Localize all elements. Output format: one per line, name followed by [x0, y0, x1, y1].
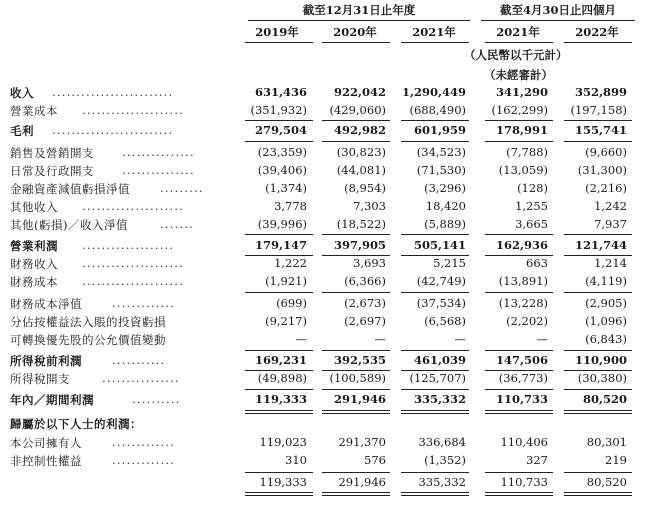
year-header: 2022年 — [575, 25, 619, 39]
value-cell: (44,081) — [336, 163, 386, 177]
dot-leader: ............. — [112, 435, 176, 449]
single-rule — [401, 292, 469, 293]
value-cell: (2,905) — [585, 296, 627, 310]
value-cell: (30,380) — [577, 371, 627, 385]
single-rule — [322, 472, 390, 473]
value-cell: (2,216) — [585, 181, 627, 195]
value-cell: (1,352) — [424, 453, 466, 467]
value-cell: (2,202) — [506, 314, 548, 328]
table-row — [0, 314, 648, 331]
value-cell: 291,370 — [338, 435, 386, 449]
double-rule — [245, 410, 313, 414]
value-cell: 352,899 — [574, 85, 627, 99]
single-rule — [485, 472, 553, 473]
single-rule — [401, 255, 469, 256]
dot-leader: ......................... — [52, 123, 174, 137]
value-cell: 110,733 — [495, 392, 548, 406]
value-cell: — — [454, 332, 466, 346]
value-cell: 3,693 — [353, 256, 386, 270]
value-cell: 110,733 — [500, 475, 548, 489]
table-row — [0, 371, 648, 388]
single-rule — [322, 389, 390, 390]
single-rule — [485, 255, 553, 256]
table-row — [0, 238, 648, 255]
table-row — [0, 256, 648, 273]
value-cell: 7,303 — [353, 199, 386, 213]
value-cell: 601,959 — [413, 123, 466, 137]
row-label: 所得稅開支 — [10, 372, 70, 386]
value-cell: (18,522) — [336, 217, 386, 231]
single-rule — [401, 120, 469, 121]
dot-leader: .......... — [132, 392, 181, 406]
value-cell: 327 — [526, 453, 548, 467]
table-row — [0, 145, 648, 162]
value-cell: 492,982 — [333, 123, 386, 137]
year-header: 2021年 — [412, 25, 456, 39]
single-rule — [245, 255, 313, 256]
value-cell: 5,215 — [433, 256, 466, 270]
table-row — [0, 199, 648, 216]
single-rule — [401, 141, 469, 142]
dot-leader: ..................... — [82, 103, 184, 117]
value-cell: 631,436 — [254, 85, 307, 99]
year-underline — [564, 42, 632, 43]
value-cell: (13,228) — [498, 296, 548, 310]
value-cell: (125,707) — [409, 371, 466, 385]
single-rule — [245, 141, 313, 142]
single-rule — [401, 350, 469, 351]
year-underline — [322, 42, 390, 43]
table-row — [0, 435, 648, 452]
dot-leader: ....... — [160, 217, 194, 231]
value-cell: 80,301 — [586, 435, 627, 449]
single-rule — [485, 120, 553, 121]
row-label: 所得稅前利潤 — [10, 354, 82, 368]
row-label: 可轉換優先股的公允價值變動 — [10, 333, 166, 347]
value-cell: — — [374, 332, 386, 346]
value-cell: (429,060) — [329, 103, 386, 117]
single-rule — [564, 472, 632, 473]
value-cell: 178,991 — [495, 123, 548, 137]
row-label: 財務成本 — [10, 275, 58, 289]
single-rule — [485, 141, 553, 142]
value-cell: 335,332 — [418, 475, 466, 489]
single-rule — [401, 370, 469, 371]
value-cell: — — [295, 332, 307, 346]
double-rule — [485, 410, 553, 414]
currency-unit-note: （人民幣以千元計） — [464, 48, 568, 62]
value-cell: 335,332 — [413, 392, 466, 406]
group-header-four-months: 截至4月30日止四個月 — [499, 3, 616, 17]
single-rule — [564, 234, 632, 235]
value-cell: 3,778 — [274, 199, 307, 213]
value-cell: (6,366) — [344, 274, 386, 288]
row-label: 收入 — [10, 86, 34, 100]
dot-leader: ............... — [122, 163, 195, 177]
value-cell: (34,523) — [416, 145, 466, 159]
table-row — [0, 274, 648, 291]
double-rule — [322, 410, 390, 414]
value-cell: 291,946 — [338, 475, 386, 489]
value-cell: 397,905 — [333, 238, 386, 252]
single-rule — [322, 292, 390, 293]
table-row — [0, 392, 648, 409]
value-cell: 1,242 — [594, 199, 627, 213]
dot-leader: ........... — [112, 353, 166, 367]
single-rule — [322, 350, 390, 351]
value-cell: 392,535 — [333, 353, 386, 367]
year-header: 2019年 — [255, 25, 299, 39]
single-rule — [245, 370, 313, 371]
value-cell: 663 — [526, 256, 548, 270]
value-cell: 291,946 — [333, 392, 386, 406]
single-rule — [322, 141, 390, 142]
value-cell: 110,900 — [574, 353, 627, 367]
value-cell: (39,996) — [257, 217, 307, 231]
value-cell: (30,823) — [336, 145, 386, 159]
table-row — [0, 217, 648, 234]
value-cell: (1,374) — [265, 181, 307, 195]
single-rule — [322, 234, 390, 235]
year-header: 2021年 — [496, 25, 540, 39]
value-cell: (37,534) — [416, 296, 466, 310]
group-header-fiscal-year: 截至12月31日止年度 — [302, 3, 416, 17]
single-rule — [564, 141, 632, 142]
value-cell: 3,665 — [515, 217, 548, 231]
value-cell: 1,222 — [274, 256, 307, 270]
value-cell: (197,158) — [570, 103, 627, 117]
single-rule — [485, 292, 553, 293]
dot-leader: ............. — [112, 296, 176, 310]
value-cell: (6,568) — [424, 314, 466, 328]
value-cell: (688,490) — [409, 103, 466, 117]
value-cell: (1,921) — [265, 274, 307, 288]
row-label: 營業成本 — [10, 104, 58, 118]
group-underline-fiscal-year — [248, 20, 470, 21]
value-cell: (49,898) — [257, 371, 307, 385]
value-cell: (13,891) — [498, 274, 548, 288]
year-header: 2020年 — [333, 25, 377, 39]
table-row — [0, 296, 648, 313]
value-cell: 147,506 — [495, 353, 548, 367]
value-cell: (31,300) — [577, 163, 627, 177]
table-row — [0, 416, 648, 433]
row-label: 其他(虧損)／收入淨值 — [10, 218, 128, 232]
single-rule — [245, 472, 313, 473]
year-underline — [485, 42, 553, 43]
value-cell: (13,059) — [498, 163, 548, 177]
value-cell: (4,119) — [585, 274, 627, 288]
single-rule — [245, 350, 313, 351]
value-cell: 279,504 — [254, 123, 307, 137]
table-row — [0, 85, 648, 102]
value-cell: (9,660) — [585, 145, 627, 159]
single-rule — [322, 255, 390, 256]
value-cell: (351,932) — [250, 103, 307, 117]
single-rule — [564, 120, 632, 121]
value-cell: 179,147 — [254, 238, 307, 252]
value-cell: (71,530) — [416, 163, 466, 177]
row-label: 歸屬於以下人士的利潤： — [10, 417, 142, 431]
row-label: 財務成本淨值 — [10, 297, 82, 311]
value-cell: 119,333 — [254, 392, 307, 406]
table-row — [0, 103, 648, 120]
dot-leader: ..................... — [82, 256, 184, 270]
row-label: 營業利潤 — [10, 239, 58, 253]
row-label: 年內／期間利潤 — [10, 393, 94, 407]
dot-leader: ................ — [102, 371, 180, 385]
single-rule — [401, 472, 469, 473]
value-cell: 110,406 — [500, 435, 548, 449]
row-label: 本公司擁有人 — [10, 436, 82, 450]
double-rule — [322, 492, 390, 496]
value-cell: (7,788) — [506, 145, 548, 159]
table-row — [0, 475, 648, 492]
double-rule — [401, 410, 469, 414]
value-cell: (5,889) — [424, 217, 466, 231]
value-cell: 505,141 — [413, 238, 466, 252]
value-cell: 922,042 — [333, 85, 386, 99]
single-rule — [322, 120, 390, 121]
value-cell: (6,843) — [585, 332, 627, 346]
single-rule — [401, 389, 469, 390]
value-cell: 1,255 — [515, 199, 548, 213]
double-rule — [485, 492, 553, 496]
value-cell: 119,023 — [259, 435, 307, 449]
value-cell: (100,589) — [329, 371, 386, 385]
single-rule — [245, 234, 313, 235]
value-cell: (9,217) — [265, 314, 307, 328]
value-cell: 336,684 — [418, 435, 466, 449]
single-rule — [245, 120, 313, 121]
row-label: 金融資產減值虧損淨值 — [10, 182, 130, 196]
value-cell: (23,359) — [257, 145, 307, 159]
value-cell: 169,231 — [254, 353, 307, 367]
row-label: 分佔按權益法入賬的投資虧損 — [10, 315, 166, 329]
row-label: 財務收入 — [10, 257, 58, 271]
dot-leader: ......... — [160, 181, 204, 195]
table-row — [0, 453, 648, 470]
table-row — [0, 332, 648, 349]
value-cell: (162,299) — [491, 103, 548, 117]
year-underline — [245, 42, 313, 43]
value-cell: 461,039 — [413, 353, 466, 367]
single-rule — [245, 389, 313, 390]
row-label: 其他收入 — [10, 200, 58, 214]
single-rule — [564, 292, 632, 293]
value-cell: 155,741 — [574, 123, 627, 137]
value-cell: (128) — [517, 181, 548, 195]
dot-leader: ................... — [82, 238, 175, 252]
table-row — [0, 163, 648, 180]
value-cell: 219 — [605, 453, 627, 467]
row-label: 毛利 — [10, 124, 34, 138]
table-row — [0, 123, 648, 140]
value-cell: (1,096) — [585, 314, 627, 328]
single-rule — [485, 350, 553, 351]
value-cell: 1,290,449 — [401, 85, 466, 99]
value-cell: 80,520 — [582, 392, 627, 406]
unaudited-note: （未經審計） — [484, 68, 553, 82]
table-row — [0, 353, 648, 370]
dot-leader: ............. — [112, 453, 176, 467]
double-rule — [564, 492, 632, 496]
value-cell: 80,520 — [586, 475, 627, 489]
value-cell: 1,214 — [594, 256, 627, 270]
value-cell: (39,406) — [257, 163, 307, 177]
value-cell: (36,773) — [498, 371, 548, 385]
value-cell: (42,749) — [416, 274, 466, 288]
single-rule — [564, 350, 632, 351]
single-rule — [485, 234, 553, 235]
value-cell: 7,937 — [594, 217, 627, 231]
single-rule — [564, 389, 632, 390]
dot-leader: ......................... — [52, 85, 174, 99]
single-rule — [401, 234, 469, 235]
single-rule — [564, 255, 632, 256]
value-cell: — — [536, 332, 548, 346]
value-cell: (699) — [276, 296, 307, 310]
table-row — [0, 181, 648, 198]
value-cell: 18,420 — [425, 199, 466, 213]
single-rule — [322, 370, 390, 371]
dot-leader: ..................... — [82, 274, 184, 288]
value-cell: (2,673) — [344, 296, 386, 310]
year-underline — [401, 42, 469, 43]
value-cell: 119,333 — [259, 475, 307, 489]
double-rule — [245, 492, 313, 496]
dot-leader: ..................... — [82, 199, 184, 213]
dot-leader: ............... — [122, 145, 195, 159]
single-rule — [564, 370, 632, 371]
value-cell: 310 — [285, 453, 307, 467]
value-cell: (3,296) — [424, 181, 466, 195]
group-underline-four-months — [481, 20, 635, 21]
row-label: 日常及行政開支 — [10, 164, 94, 178]
value-cell: 576 — [364, 453, 386, 467]
value-cell: (8,954) — [344, 181, 386, 195]
single-rule — [485, 370, 553, 371]
double-rule — [401, 492, 469, 496]
single-rule — [485, 389, 553, 390]
row-label: 非控制性權益 — [10, 454, 82, 468]
single-rule — [245, 292, 313, 293]
value-cell: 341,290 — [495, 85, 548, 99]
value-cell: 162,936 — [495, 238, 548, 252]
value-cell: 121,744 — [574, 238, 627, 252]
value-cell: (2,697) — [344, 314, 386, 328]
double-rule — [564, 410, 632, 414]
row-label: 銷售及營銷開支 — [10, 146, 94, 160]
